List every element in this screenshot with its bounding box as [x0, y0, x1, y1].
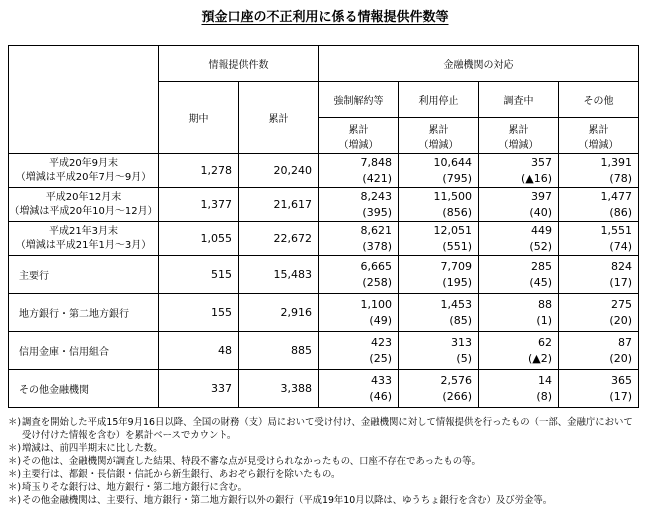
data-cell: 449 (52) [479, 222, 559, 256]
col-header-investigating: 調査中 [479, 82, 559, 118]
row-label: 信用金庫・信用組合 [9, 332, 159, 370]
data-cell: 1,477 (86) [559, 188, 639, 222]
data-cell: 8,621 (378) [319, 222, 399, 256]
period-value: 1,278 [159, 154, 239, 188]
cumulative-value: 2,916 [239, 294, 319, 332]
period-value: 155 [159, 294, 239, 332]
cum-subheader: 累計 （増減） [559, 118, 639, 154]
data-cell: 6,665 (258) [319, 256, 399, 294]
data-cell: 88 (1) [479, 294, 559, 332]
footnote: ＊) 主要行は、都銀・長信銀・信託から新生銀行、あおぞら銀行を除いたもの。 [8, 469, 341, 480]
cum-subheader: 累計 （増減） [319, 118, 399, 154]
footnote: ＊) 増減は、前四半期末に比した数。 [8, 443, 163, 454]
row-label: 地方銀行・第二地方銀行 [9, 294, 159, 332]
period-value: 515 [159, 256, 239, 294]
cumulative-value: 20,240 [239, 154, 319, 188]
cum-subheader: 累計 （増減） [479, 118, 559, 154]
data-cell: 12,051 (551) [399, 222, 479, 256]
row-label: 主要行 [9, 256, 159, 294]
cumulative-header: 累計 [239, 82, 319, 154]
bank-response-header: 金融機関の対応 [319, 46, 639, 82]
data-cell: 1,391 (78) [559, 154, 639, 188]
data-cell: 11,500 (856) [399, 188, 479, 222]
cumulative-value: 3,388 [239, 370, 319, 408]
data-cell: 8,243 (395) [319, 188, 399, 222]
period-value: 1,055 [159, 222, 239, 256]
cumulative-value: 15,483 [239, 256, 319, 294]
data-cell: 365 (17) [559, 370, 639, 408]
row-label: その他金融機関 [9, 370, 159, 408]
data-cell: 313 (5) [399, 332, 479, 370]
col-header-other: その他 [559, 82, 639, 118]
table-row [9, 222, 639, 256]
data-cell: 824 (17) [559, 256, 639, 294]
footnotes [8, 416, 642, 507]
data-cell: 1,551 (74) [559, 222, 639, 256]
period-value: 1,377 [159, 188, 239, 222]
cumulative-value: 885 [239, 332, 319, 370]
row-label: 平成21年3月末 （増減は平成21年1月～3月） [9, 222, 159, 256]
data-cell: 10,644 (795) [399, 154, 479, 188]
footnote: ＊) その他金融機関は、主要行、地方銀行・第二地方銀行以外の銀行（平成19年10月以降は、ゆうちょ銀行を含む）及び労金等。 [8, 495, 553, 506]
period-value: 337 [159, 370, 239, 408]
period-value: 48 [159, 332, 239, 370]
corner-cell [9, 46, 159, 154]
info-table [8, 45, 639, 408]
data-cell: 2,576 (266) [399, 370, 479, 408]
cumulative-value: 22,672 [239, 222, 319, 256]
footnote: ＊) 調査を開始した平成15年9月16日以降、全国の財務（支）局において受け付け、金融機関に対して情報提供を行ったもの（一部、金融庁において受け付けた情報を含む）を累計ベースでカウント。 [8, 417, 633, 441]
col-header-forced-closure: 強制解約等 [319, 82, 399, 118]
footnote: ＊) 埼玉りそな銀行は、地方銀行・第二地方銀行に含む。 [8, 482, 248, 493]
cumulative-value: 21,617 [239, 188, 319, 222]
row-label: 平成20年9月末 （増減は平成20年7月～9月） [9, 154, 159, 188]
table-row [9, 188, 639, 222]
data-cell: 7,848 (421) [319, 154, 399, 188]
period-header: 期中 [159, 82, 239, 154]
data-cell: 87 (20) [559, 332, 639, 370]
data-cell: 275 (20) [559, 294, 639, 332]
footnote: ＊) その他は、金融機関が調査した結果、特段不審な点が見受けられなかったもの、口座不存在であったもの等。 [8, 456, 481, 467]
table-row [9, 370, 639, 408]
cum-subheader: 累計 （増減） [399, 118, 479, 154]
page-title: 預金口座の不正利用に係る情報提供件数等 [201, 10, 449, 25]
table-row [9, 256, 639, 294]
data-cell: 7,709 (195) [399, 256, 479, 294]
data-cell: 357 (▲16) [479, 154, 559, 188]
row-label: 平成20年12月末 （増減は平成20年10月～12月） [9, 188, 159, 222]
data-cell: 62 (▲2) [479, 332, 559, 370]
info-count-header: 情報提供件数 [159, 46, 319, 82]
data-cell: 1,100 (49) [319, 294, 399, 332]
data-cell: 1,453 (85) [399, 294, 479, 332]
table-row [9, 332, 639, 370]
col-header-suspension: 利用停止 [399, 82, 479, 118]
data-cell: 423 (25) [319, 332, 399, 370]
table-row [9, 154, 639, 188]
data-cell: 433 (46) [319, 370, 399, 408]
data-cell: 14 (8) [479, 370, 559, 408]
data-cell: 397 (40) [479, 188, 559, 222]
table-row [9, 294, 639, 332]
data-cell: 285 (45) [479, 256, 559, 294]
